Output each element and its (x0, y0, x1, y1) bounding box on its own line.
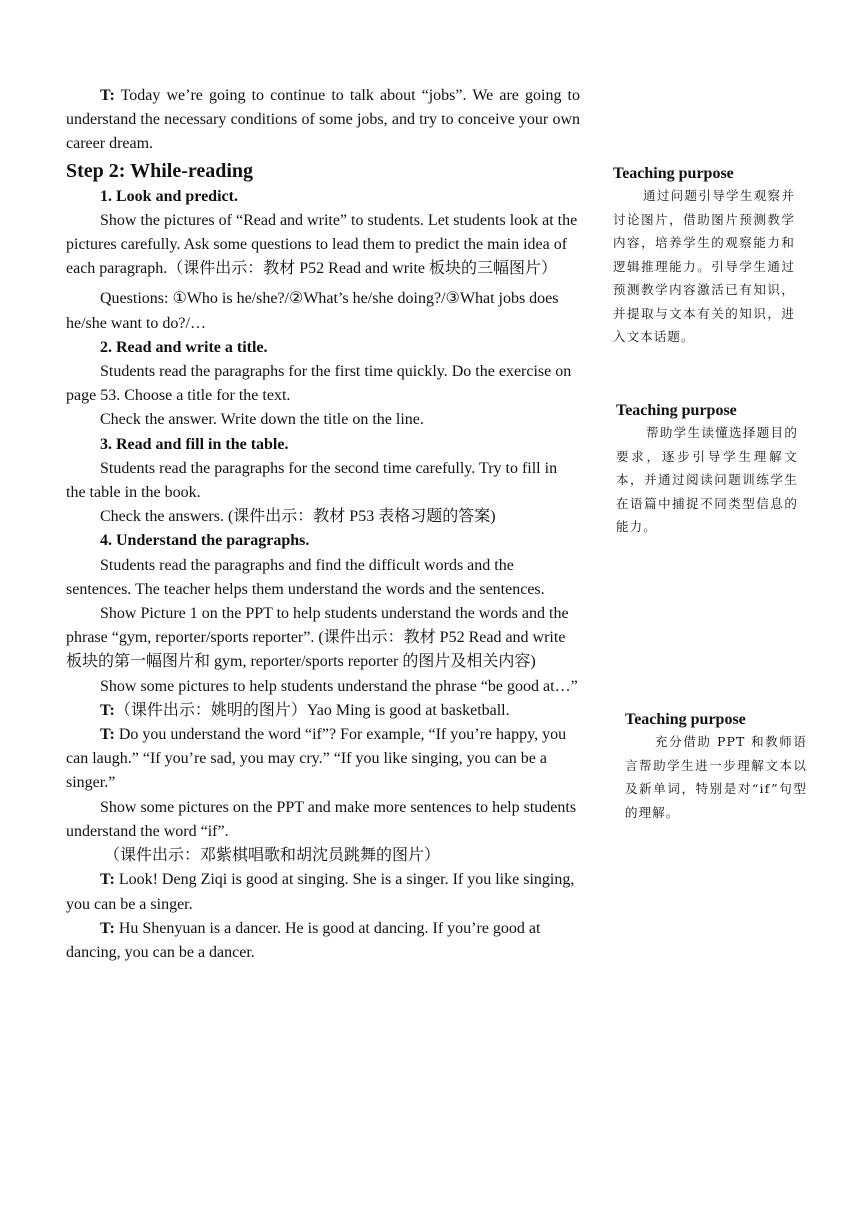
section-title-look-predict: 1. Look and predict. (100, 187, 238, 205)
intro-text: Today we’re going to continue to talk about “jobs”. We are going to understand the necessary conditions of some jobs, and try to conceive your own career dream. (66, 87, 580, 153)
teaching-purpose-box-3 (625, 710, 807, 824)
teacher-line (66, 699, 580, 723)
teaching-purpose-box-2 (616, 401, 798, 539)
paragraph: Students read the paragraphs for the second time carefully. Try to fill in the table in the book. (66, 459, 558, 502)
section-title-read-write: 2. Read and write a title. (100, 338, 268, 356)
teaching-purpose-title: Teaching purpose (616, 402, 737, 419)
step-heading: Step 2: While-reading (66, 159, 254, 182)
teacher-text: Do you understand the word “if”? For example, “If you’re happy, you can laugh.” “If you’re sad, you may cry.” “If you like singing, you can be a singer.” (66, 726, 567, 792)
section-title-understand: 4. Understand the paragraphs. (100, 532, 310, 550)
teacher-line (66, 917, 580, 965)
paragraph: Show Picture 1 on the PPT to help students understand the words and the phrase “gym, reporter/sports reporter”. (课件出示：教材 P52 Read and write 板块的第一幅图片和 gym, reporter/sports reporter 的图片及相关内容) (66, 605, 569, 671)
teaching-purpose-text: 通过问题引导学生观察并讨论图片，借助图片预测教学内容，培养学生的观察能力和逻辑推理能力。引导学生通过预测教学内容激活已有知识，并提取与文本有关的知识，进入文本话题。 (613, 188, 795, 344)
section-title-fill-table: 3. Read and fill in the table. (100, 435, 289, 453)
teaching-purpose-box-1 (613, 164, 795, 349)
teaching-purpose-title: Teaching purpose (625, 711, 746, 728)
teacher-label: T: (100, 87, 115, 104)
teaching-purpose-title: Teaching purpose (613, 165, 734, 182)
teaching-purpose-text: 帮助学生读懂选择题目的要求，逐步引导学生理解文本，并通过阅读问题训练学生在语篇中捕捉不同类型信息的能力。 (616, 425, 798, 534)
paragraph: Check the answers. (课件出示：教材 P53 表格习题的答案) (100, 508, 496, 526)
teacher-text: （课件出示：姚明的图片）Yao Ming is good at basketball. (114, 701, 510, 719)
paragraph: （课件出示：邓紫棋唱歌和胡沈员跳舞的图片） (104, 847, 441, 865)
paragraph: Questions: ①Who is he/she?/②What’s he/she doing?/③What jobs does he/she want to do?/… (66, 290, 559, 332)
lesson-body (66, 84, 580, 965)
teacher-line (66, 723, 580, 796)
paragraph: Show some pictures on the PPT and make more sentences to help students understand the word “if”. (66, 798, 577, 840)
teaching-purpose-text: 充分借助 PPT 和教师语言帮助学生进一步理解文本以及新单词，特别是对“if”句型的理解。 (625, 734, 807, 820)
paragraph: Show the pictures of “Read and write” to students. Let students look at the pictures carefully. Ask some questions to lead them to predict the main idea of each paragraph.（课件出示：教材 P52 Read and write 板块的三幅图片） (66, 211, 578, 278)
paragraph: Students read the paragraphs for the first time quickly. Do the exercise on page 53. Choose a title for the text. (66, 363, 572, 405)
teacher-label: T: (100, 701, 115, 719)
paragraph: Show some pictures to help students understand the phrase “be good at…” (100, 677, 578, 695)
intro-paragraph (66, 84, 580, 157)
paragraph: Students read the paragraphs and find the difficult words and the sentences. The teacher helps them understand the words and the sentences. (66, 556, 545, 598)
teacher-text: Hu Shenyuan is a dancer. He is good at dancing. If you’re good at dancing, you can be a dancer. (66, 919, 541, 961)
teacher-text: Look! Deng Ziqi is good at singing. She is a singer. If you like singing, you can be a singer. (66, 871, 575, 913)
paragraph: Check the answer. Write down the title on the line. (100, 411, 424, 429)
teacher-label: T: (100, 726, 115, 744)
teacher-line (66, 868, 580, 916)
teacher-label: T: (100, 919, 115, 937)
teacher-label: T: (100, 871, 115, 889)
